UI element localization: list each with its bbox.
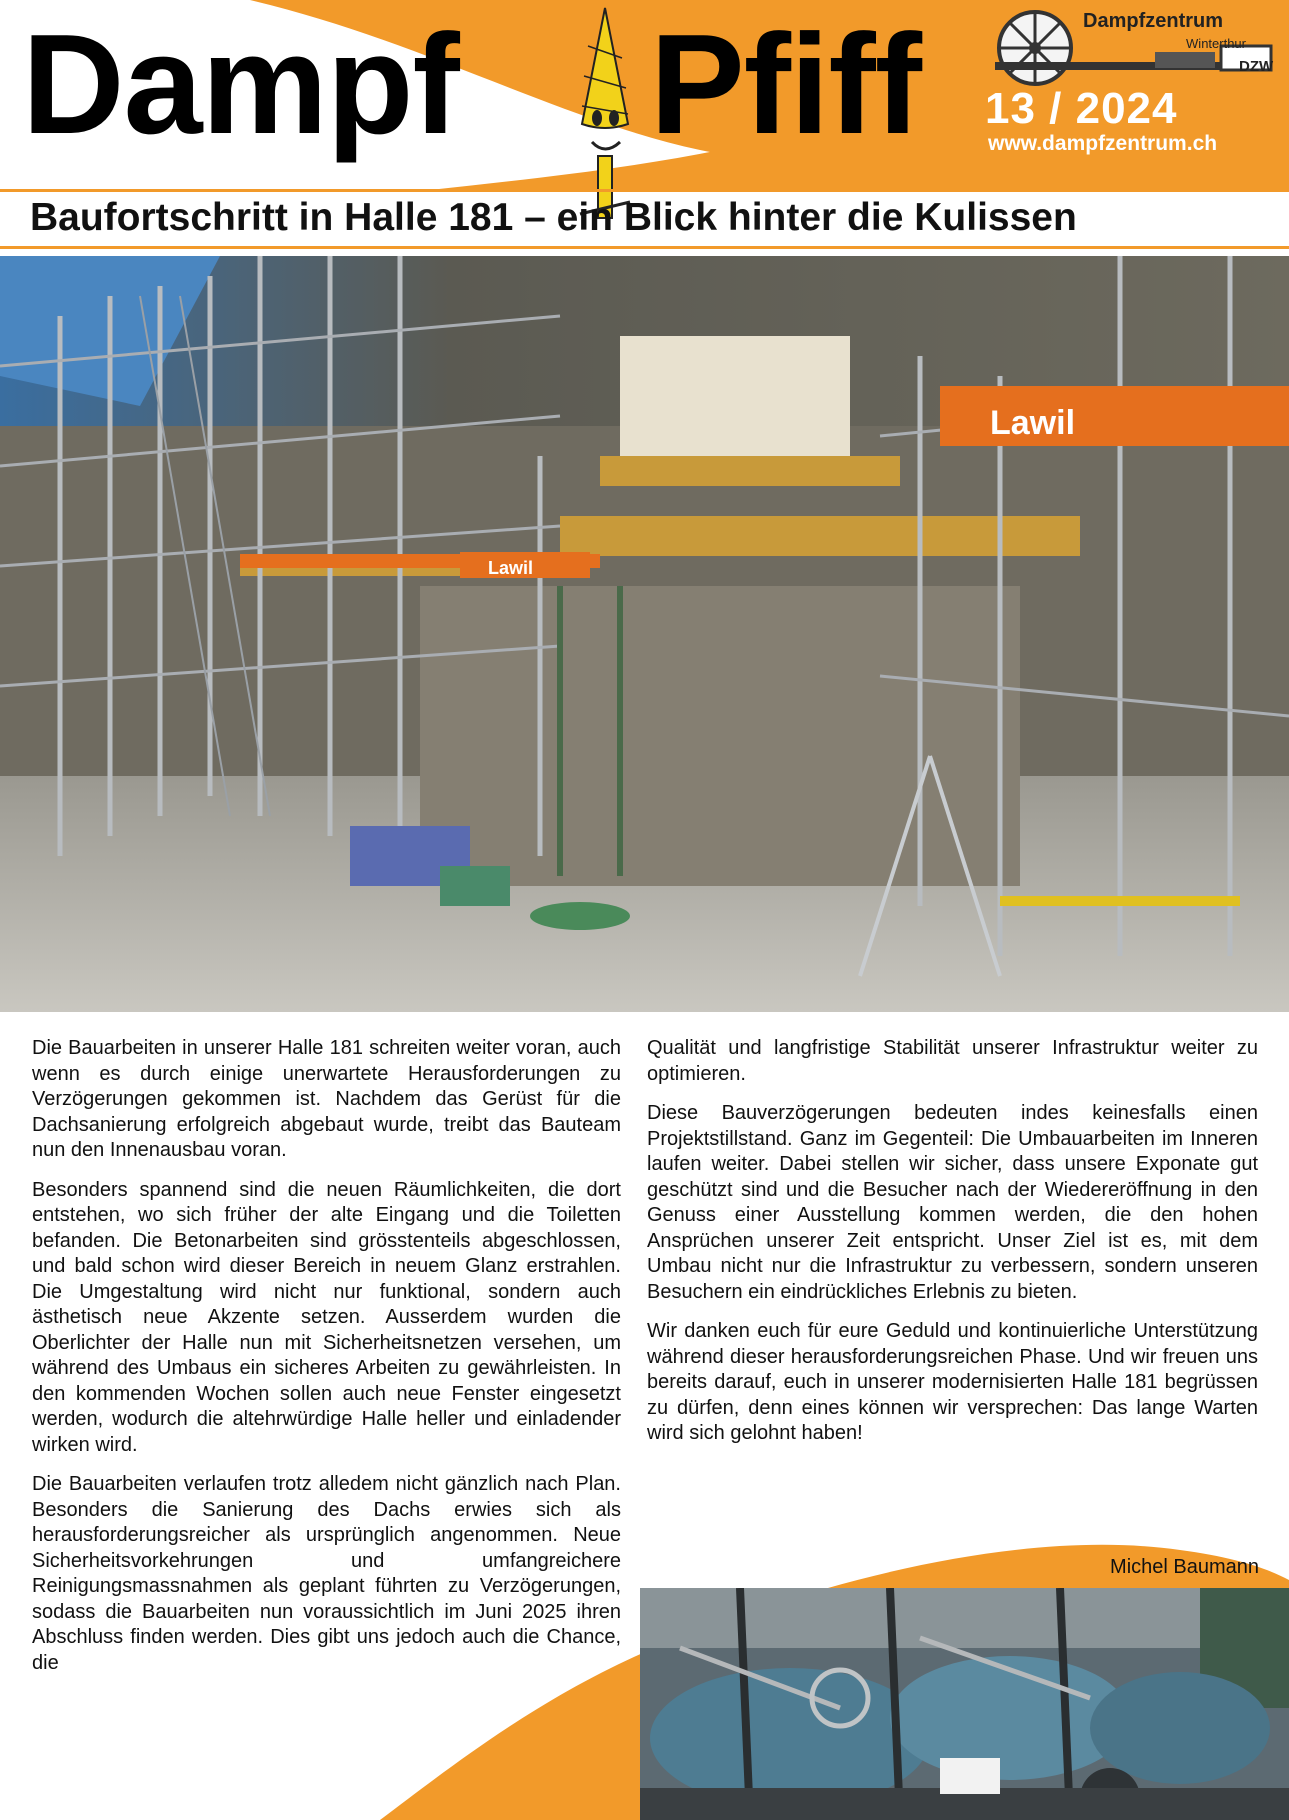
article-author: Michel Baumann	[1110, 1556, 1259, 1578]
paragraph: Diese Bauverzögerungen bedeuten indes keinesfalls einen Projektstillstand. Ganz im Gegenteil: Die Umbauarbeiten im Inneren laufen weiter. Dabei stellen wir sicher, dass unsere Exponate gut geschützt sind und die Besucher nach der Wiedereröffnung in den Genuss einer Ausstellung kommen werden, die den hohen Ansprüchen unserer Zeit entspricht. Unser Ziel ist es, mit dem Umbau nicht nur die Infrastruktur zu verbessern, sondern unseren Besuchern ein eindrückliches Erlebnis zu bieten.	[647, 1102, 1258, 1303]
article-column-right	[647, 1036, 1258, 1461]
article-headline: Baufortschritt in Halle 181 – ein Blick hinter die Kulissen	[30, 196, 1077, 239]
website-link[interactable]: www.dampfzentrum.ch	[988, 132, 1218, 155]
masthead-title-right: Pfiff	[650, 5, 922, 164]
issue-number: 13 / 2024	[985, 84, 1178, 133]
lawil-banner-large: Lawil	[990, 404, 1076, 442]
logo-city: Winterthur	[1186, 36, 1246, 51]
logo-name: Dampfzentrum	[1083, 10, 1224, 32]
headline-top-rule	[0, 189, 1289, 192]
masthead-title-left: Dampf	[22, 5, 459, 164]
headline-bottom-rule	[0, 246, 1289, 249]
paragraph: Die Bauarbeiten in unserer Halle 181 schreiten weiter voran, auch wenn es durch einige unerwartete Herausforderungen zu Verzögerungen gekommen ist. Nachdem das Gerüst für die Dachsanierung erfolgreich abgebaut wurde, treibt das Bauteam nun den Innenausbau voran.	[32, 1037, 621, 1161]
construction-hall-photo	[0, 256, 1289, 1012]
steam-engine-photo	[640, 1588, 1289, 1820]
paragraph: Die Bauarbeiten verlaufen trotz alledem nicht gänzlich nach Plan. Besonders die Sanierung des Dachs erwies sich als herausforderungsreicher als ursprünglich angenommen. Neue Sicherheitsvorkehrungen und umfangreichere Reinigungsmassnahmen als geplant führten zu Verzögerungen, sodass die Bauarbeiten nun voraussichtlich im Juni 2025 ihren Abschluss finden werden. Dies gibt uns jedoch auch die Chance, die	[32, 1473, 621, 1674]
logo-badge: DZW	[1239, 58, 1274, 75]
lawil-banner-small: Lawil	[488, 558, 534, 578]
article-column-left	[32, 1036, 621, 1690]
paragraph: Qualität und langfristige Stabilität unserer Infrastruktur weiter zu optimieren.	[647, 1037, 1258, 1085]
paragraph: Besonders spannend sind die neuen Räumlichkeiten, die dort entstehen, wo sich früher der alte Eingang und die Toiletten befanden. Die Betonarbeiten sind grösstenteils abgeschlossen, und bald schon wird dieser Bereich in neuem Glanz erstrahlen. Die Umgestaltung wird nicht nur funktional, sondern auch ästhetisch neue Akzente setzen. Ausserdem wurden die Oberlichter der Halle nun mit Sicherheitsnetzen versehen, um während des Umbaus ein sicheres Arbeiten zu gewährleisten. In den kommenden Wochen sollen auch neue Fenster eingesetzt werden, wodurch die altehrwürdige Halle heller und einladender wirken wird.	[32, 1178, 621, 1456]
paragraph: Wir danken euch für eure Geduld und kontinuierliche Unterstützung während dieser herausforderungsreichen Phase. Und wir freuen uns bereits darauf, euch in unserer modernisierten Halle 181 begrüssen zu dürfen, denn eines können wir versprechen: Das lange Warten wird sich gelohnt haben!	[647, 1320, 1258, 1444]
